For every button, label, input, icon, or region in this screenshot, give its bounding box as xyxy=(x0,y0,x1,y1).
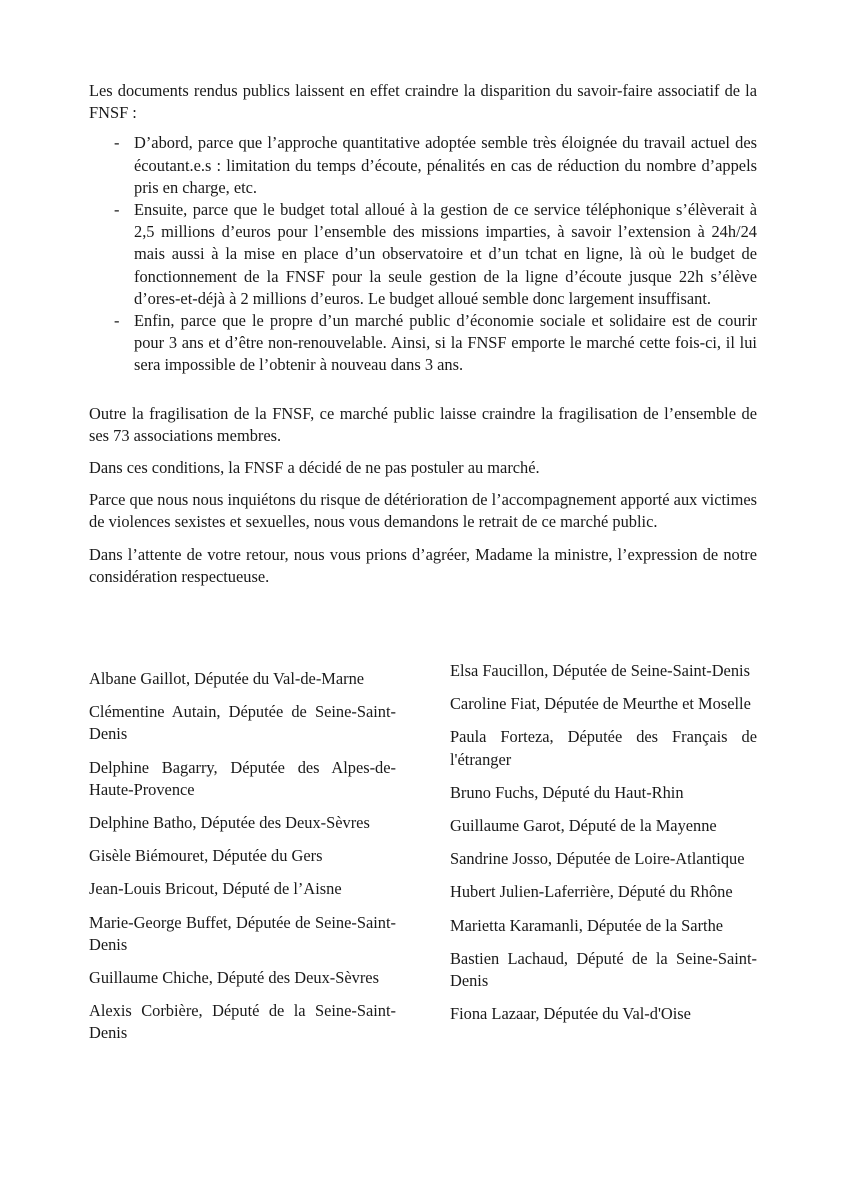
list-item xyxy=(89,132,757,199)
signatory: Bruno Fuchs, Député du Haut-Rhin xyxy=(450,782,684,802)
signatory: Guillaume Garot, Député de la Mayenne xyxy=(450,816,717,836)
signatory: Gisèle Biémouret, Députée du Gers xyxy=(89,846,323,866)
signatories-right-column xyxy=(450,660,757,1056)
letter-body xyxy=(89,80,757,598)
signatory: Sandrine Josso, Députée de Loire-Atlantique xyxy=(450,849,745,869)
bullet-dash: - xyxy=(114,311,120,331)
signatory: Marietta Karamanli, Députée de la Sarthe xyxy=(450,915,724,935)
spacer xyxy=(89,377,757,403)
signatory: Paula Forteza, Députée des Français de l'étranger xyxy=(450,727,757,769)
body-paragraph: Dans ces conditions, la FNSF a décidé de ne pas postuler au marché. xyxy=(89,458,540,478)
list-item xyxy=(89,310,757,377)
signatory: Clémentine Autain, Députée de Seine-Saint-Denis xyxy=(89,702,396,744)
closing-paragraph: Dans l’attente de votre retour, nous vous prions d’agréer, Madame la ministre, l’expression de notre considération respectueuse. xyxy=(89,544,757,586)
bullet-text: D’abord, parce que l’approche quantitative adoptée semble très éloignée du travail actuel des écoutant.e.s : limitation du temps d’écoute, pénalités en cas de réduction du nombre d’appels pris en charge, etc. xyxy=(134,133,757,197)
bullet-dash: - xyxy=(114,200,120,220)
signatory: Hubert Julien-Laferrière, Député du Rhône xyxy=(450,882,733,902)
signatory: Marie-George Buffet, Députée de Seine-Saint-Denis xyxy=(89,912,396,954)
bullet-text: Ensuite, parce que le budget total alloué à la gestion de ce service téléphonique s’élèverait à 2,5 millions d’euros pour l’ensemble des missions imparties, à savoir l’extension à 24h/24 mais aussi à la mise en place d’un observatoire et d’un tchat en ligne, là où le budget de fonctionnement de la FNSF pour la seule gestion de la ligne d’écoute jusque 22h s’élève d’ores-et-déjà à 2 millions d’euros. Le budget alloué semble donc largement insuffisant. xyxy=(134,200,757,308)
reasons-list xyxy=(89,132,757,376)
signatories-left-column xyxy=(89,668,396,1056)
signatory: Bastien Lachaud, Député de la Seine-Saint-Denis xyxy=(450,948,757,991)
body-paragraph: Parce que nous nous inquiétons du risque de détérioration de l’accompagnement apporté aux victimes de violences sexistes et sexuelles, nous vous demandons le retrait de ce marché public. xyxy=(89,490,757,532)
signatory: Fiona Lazaar, Députée du Val-d'Oise xyxy=(450,1004,691,1024)
signatory: Elsa Faucillon, Députée de Seine-Saint-Denis xyxy=(450,661,750,680)
signatory: Caroline Fiat, Députée de Meurthe et Moselle xyxy=(450,694,751,714)
list-item xyxy=(89,199,757,310)
signatory: Jean-Louis Bricout, Député de l’Aisne xyxy=(89,879,342,899)
signatory: Alexis Corbière, Député de la Seine-Saint-Denis xyxy=(89,1001,396,1043)
signatory: Guillaume Chiche, Député des Deux-Sèvres xyxy=(89,968,379,988)
signatory: Delphine Batho, Députée des Deux-Sèvres xyxy=(89,813,370,833)
bullet-dash: - xyxy=(114,133,120,153)
signatory: Albane Gaillot, Députée du Val-de-Marne xyxy=(89,669,365,688)
bullet-text: Enfin, parce que le propre d’un marché public d’économie sociale et solidaire est de courir pour 3 ans et d’être non-renouvelable. Ainsi, si la FNSF emporte le marché cette fois-ci, il lui sera impossible de l’obtenir à nouveau dans 3 ans. xyxy=(134,311,757,375)
body-paragraph: Outre la fragilisation de la FNSF, ce marché public laisse craindre la fragilisation de l’ensemble de ses 73 associations membres. xyxy=(89,403,757,445)
signatories-section xyxy=(89,661,757,1056)
signatory: Delphine Bagarry, Députée des Alpes-de-Haute-Provence xyxy=(89,757,396,799)
intro-paragraph: Les documents rendus publics laissent en effet craindre la disparition du savoir-faire associatif de la FNSF : xyxy=(89,81,757,123)
